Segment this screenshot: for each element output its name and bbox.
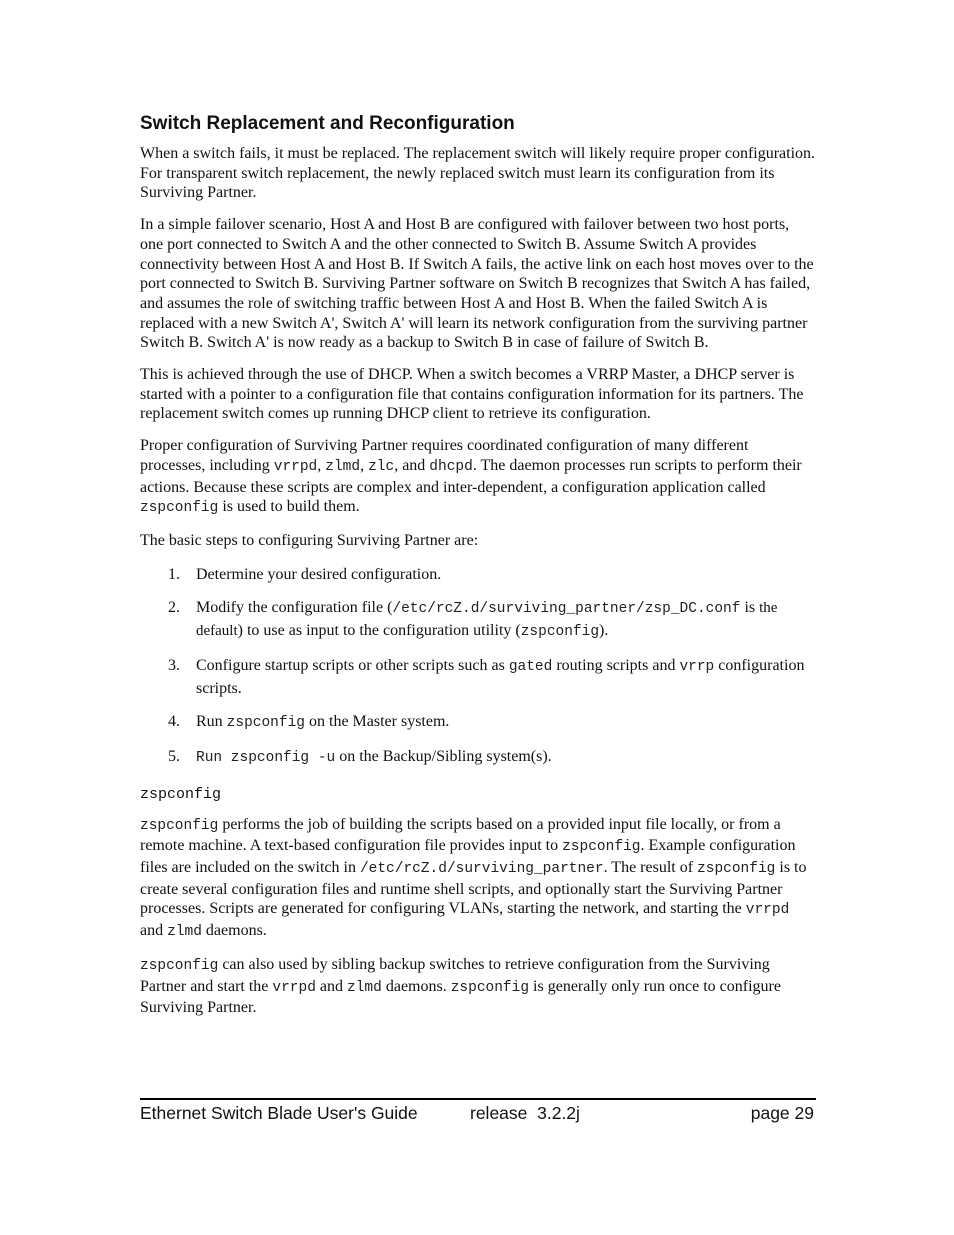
steps-list bbox=[140, 564, 816, 769]
section-heading: Switch Replacement and Reconfiguration bbox=[140, 113, 515, 134]
code-dhcpd: dhcpd bbox=[429, 458, 473, 475]
code-gated: gated bbox=[508, 658, 553, 675]
code-zlmd: zlmd bbox=[325, 458, 361, 475]
paragraph-basic-steps: The basic steps to configuring Surviving Partner are: bbox=[140, 531, 479, 549]
paragraph-failover-scenario: In a simple failover scenario, Host A and Host B are configured with failover between two host ports, one port connected to Switch A and the other connected to Switch B. Assume Switch A provides connectivity between Host A and Host B. If Switch A fails, the active link on each host moves over to the port connected to Switch B. Surviving Partner software on Switch B recognizes that Switch A has failed, and assumes the role of switching traffic between Host A and Host B. When the failed Switch A is replaced with a new Switch A', Switch A' will learn its network configuration from the surviving partner Switch B. Switch A' is now ready as a backup to Switch B in case of failure of Switch B. bbox=[140, 216, 814, 352]
page-footer bbox=[140, 1098, 816, 1127]
paragraph-dhcp: This is achieved through the use of DHCP. When a switch becomes a VRRP Master, a DHCP server is started with a pointer to a configuration file that contains configuration information for its partners. The replacement switch comes up running DHCP client to retrieve its configuration. bbox=[140, 366, 804, 423]
list-item: 3. Configure startup scripts or other scripts such as gated routing scripts and vrrp configuration scripts. bbox=[168, 656, 805, 697]
code-vrrp: vrrp bbox=[679, 658, 715, 675]
paragraph-processes: Proper configuration of Surviving Partner requires coordinated configuration of many different processes, including vrrpd, zlmd, zlc, and dhcpd. The daemon processes run scripts to perform their actions. Because these scripts are complex and inter-dependent, a configuration application called zspconfig is used to build them. bbox=[140, 437, 802, 517]
list-item: 2. Modify the configuration file (/etc/rcZ.d/surviving_partner/zsp_DC.conf is the default) to use as input to the configuration utility (zspconfig). bbox=[168, 598, 778, 640]
zspconfig-heading: zspconfig bbox=[140, 785, 222, 803]
list-item: 5. Run zspconfig -u on the Backup/Sibling system(s). bbox=[168, 747, 552, 766]
paragraph-zspconfig-sibling: zspconfig can also used by sibling backup switches to retrieve configuration from the Surviving Partner and start the vrrpd and zlmd daemons. zspconfig is generally only run once to configure Surviving Partner. bbox=[140, 955, 781, 1017]
page-content bbox=[140, 112, 816, 1030]
code-zspconfig: zspconfig bbox=[140, 500, 219, 517]
footer-release: release 3.2.2j bbox=[470, 1103, 580, 1123]
list-item: 4. Run zspconfig on the Master system. bbox=[168, 712, 450, 731]
footer-page-number: page 29 bbox=[750, 1103, 814, 1123]
code-config-path: /etc/rcZ.d/surviving_partner/zsp_DC.conf bbox=[392, 600, 741, 617]
code-zlc: zlc bbox=[368, 458, 395, 475]
code-vrrpd: vrrpd bbox=[273, 458, 318, 475]
footer-guide-title: Ethernet Switch Blade User's Guide bbox=[140, 1103, 418, 1123]
code-run-zspconfig-u: Run zspconfig -u bbox=[196, 749, 336, 766]
paragraph-intro: When a switch fails, it must be replaced. The replacement switch will likely require proper configuration. For transparent switch replacement, the newly replaced switch must learn its configuration from its Surviving Partner. bbox=[140, 145, 816, 202]
paragraph-zspconfig-description: zspconfig performs the job of building the scripts based on a provided input file locally, or from a remote machine. A text-based configuration file provides input to zspconfig. Example configuration files are included on the switch in /etc/rcZ.d/surviving_partner. The result of zspconfig is to create several configuration files and runtime shell scripts, and optionally start the Surviving Partner processes. Scripts are generated for configuring VLANs, starting the network, and starting the vrrpd and zlmd daemons. bbox=[140, 815, 807, 941]
list-item: 1. Determine your desired configuration. bbox=[168, 565, 442, 583]
code-surviving-partner-path: /etc/rcZ.d/surviving_partner bbox=[359, 861, 604, 878]
